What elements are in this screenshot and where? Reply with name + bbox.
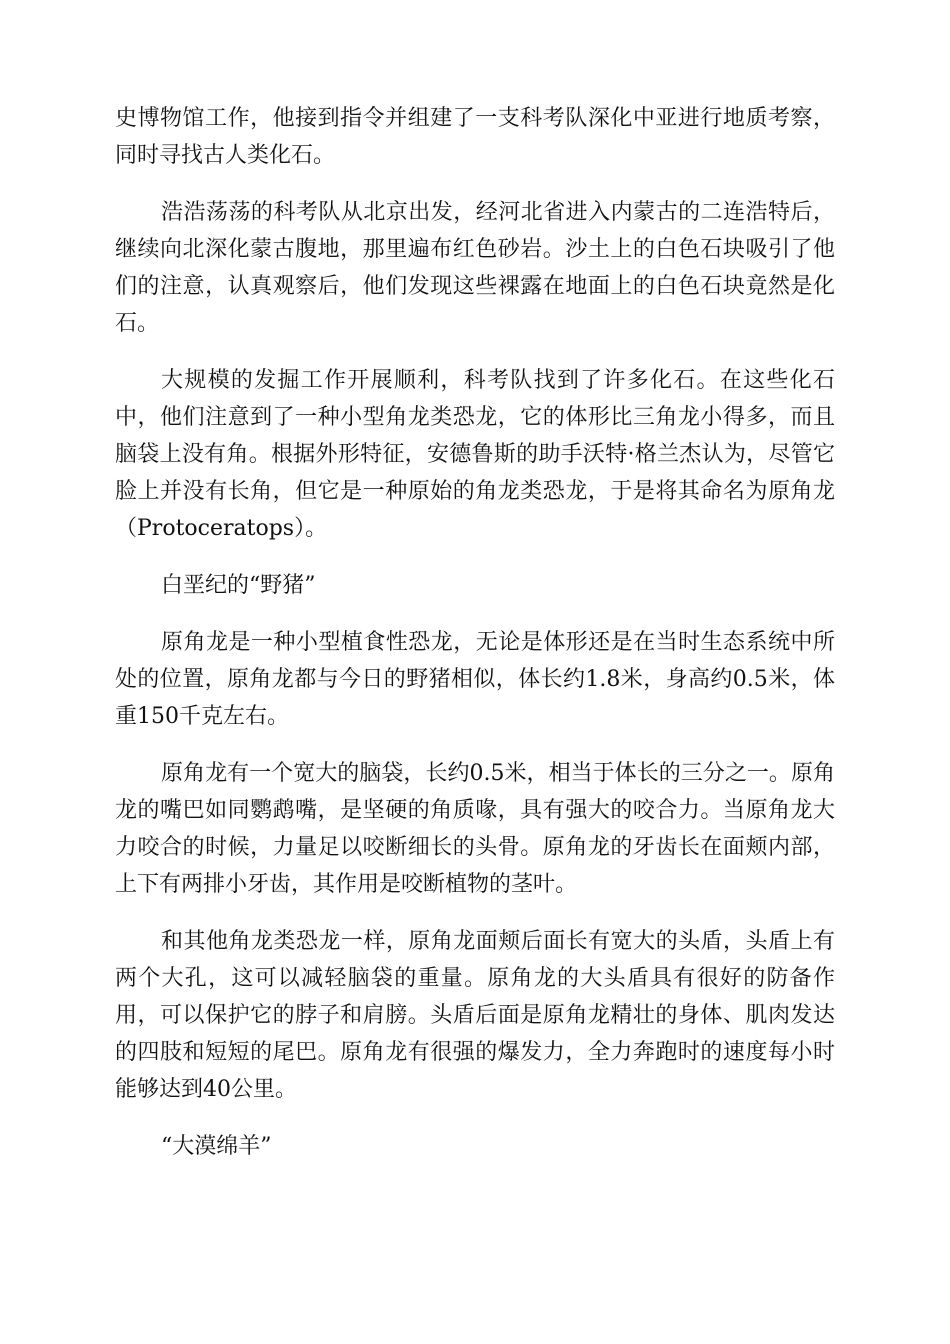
paragraph-frill-and-speed: 和其他角龙类恐龙一样，原角龙面颊后面长有宽大的头盾，头盾上有两个大孔，这可以减轻脑袋的重量。原角龙的大头盾具有很好的防备作用，可以保护它的脖子和肩膀。头盾后面是原角龙精壮的身体、肌肉发达的四肢和短短的尾巴。原角龙有很强的爆发力，全力奔跑时的速度每小时能够达到40公里。 [115, 929, 835, 1102]
section-heading-wild-boar: 白垩纪的“野猪” [161, 573, 316, 598]
paragraph-body-size: 原角龙是一种小型植食性恐龙，无论是体形还是在当时生态系统中所处的位置，原角龙都与今日的野猪相似，体长约1.8米，身高约0.5米，体重150千克左右。 [115, 630, 835, 729]
section-heading-desert-sheep: “大漠绵羊” [161, 1134, 272, 1159]
paragraph-protoceratops-discovery: 大规模的发掘工作开展顺利，科考队找到了许多化石。在这些化石中，他们注意到了一种小型角龙类恐龙，它的体形比三角龙小得多，而且脑袋上没有角。根据外形特征，安德鲁斯的助手沃特·格兰杰认为，尽管它脸上并没有长角，但它是一种原始的角龙类恐龙，于是将其命名为原角龙（Protoceratops）。 [115, 368, 835, 541]
paragraph-expedition-intro: 史博物馆工作，他接到指令并组建了一支科考队深化中亚进行地质考察，同时寻找古人类化石。 [115, 106, 835, 168]
paragraph-head-and-beak: 原角龙有一个宽大的脑袋，长约0.5米，相当于体长的三分之一。原角龙的嘴巴如同鹦鹉嘴，是坚硬的角质喙，具有强大的咬合力。当原角龙大力咬合的时候，力量足以咬断细长的头骨。原角龙的牙齿长在面颊内部，上下有两排小牙齿，其作用是咬断植物的茎叶。 [115, 761, 835, 897]
document-page [115, 100, 835, 1185]
paragraph-expedition-journey: 浩浩荡荡的科考队从北京出发，经河北省进入内蒙古的二连浩特后，继续向北深化蒙古腹地，那里遍布红色砂岩。沙土上的白色石块吸引了他们的注意，认真观察后，他们发现这些裸露在地面上的白色石块竟然是化石。 [115, 200, 835, 336]
